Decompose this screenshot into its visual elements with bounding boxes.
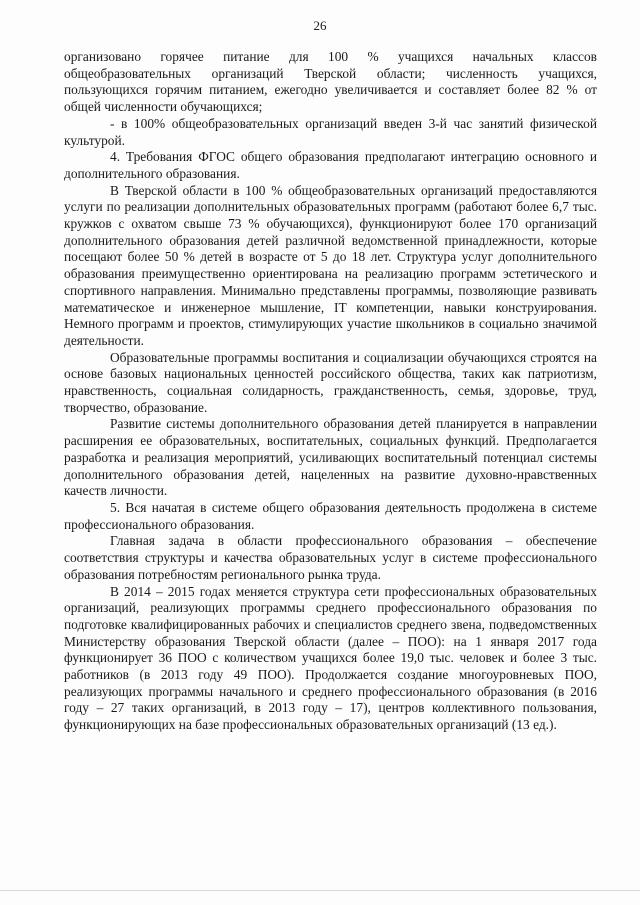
paragraph-8: Главная задача в области профессионального образования – обеспечение соответствия структуры и качества образовательных услуг в системе профессионального образования потребностям регионального рынка труда. [64, 533, 597, 582]
paragraph-2: - в 100% общеобразовательных организаций введен 3-й час занятий физической культурой. [64, 115, 597, 148]
paragraph-1: организовано горячее питание для 100 % учащихся начальных классов общеобразовательных организаций Тверской области; численность учащихся, пользующихся горячим питанием, ежегодно увеличивается и составляет более 82 % от общей численности обучающихся; [64, 49, 597, 115]
page-number: 26 [313, 18, 327, 33]
scan-edge-line [0, 890, 640, 891]
paragraph-9: В 2014 – 2015 годах меняется структура сети профессиональных образовательных организаций, реализующих программы среднего профессионального образования по подготовке квалифицированных рабочих и специалистов среднего звена, подведомственных Министерству образования Тверской области (далее – ПОО): на 1 января 2017 года функционирует 36 ПОО с количеством учащихся более 19,0 тыс. человек и более 3 тыс. работников (в 2013 году 49 ПОО). Продолжается создание многоуровневых ПОО, реализующих программы начального и среднего профессионального образования (в 2016 году – 27 таких организаций, в 2013 году – 17), центров коллективного пользования, функционирующих на базе профессиональных образовательных организаций (13 ед.). [64, 583, 597, 733]
paragraph-4: В Тверской области в 100 % общеобразовательных организаций предоставляются услуги по реализации дополнительных образовательных программ (работают более 6,7 тыс. кружков с охватом свыше 73 % обучающихся), функционируют более 170 организаций дополнительного образования детей различной ведомственной принадлежности, которые посещают более 50 % детей в возрасте от 5 до 18 лет. Структура услуг дополнительного образования преимущественно ориентирована на реализацию программ эстетического и спортивного направления. Минимально представлены программы, позволяющие развивать математическое и инженерное мышление, IT компетенции, навыки конструирования. Немного программ и проектов, стимулирующих участие школьников в социально значимой деятельности. [64, 182, 597, 348]
paragraph-3: 4. Требования ФГОС общего образования предполагают интеграцию основного и дополнительного образования. [64, 149, 597, 181]
paragraph-6: Развитие системы дополнительного образования детей планируется в направлении расширения ее образовательных, воспитательных, социальных функций. Предполагается разработка и реализация мероприятий, усиливающих воспитательный потенциал системы дополнительного образования детей, нацеленных на развитие духовно-нравственных качеств личности. [64, 416, 597, 499]
paragraph-5: Образовательные программы воспитания и социализации обучающихся строятся на основе базовых национальных ценностей российского общества, таких как патриотизм, нравственность, социальная солидарность, гражданственность, семья, здоровье, труд, творчество, образование. [64, 349, 597, 415]
document-body [64, 49, 597, 734]
paragraph-7: 5. Вся начатая в системе общего образования деятельность продолжена в системе профессионального образования. [64, 499, 597, 532]
